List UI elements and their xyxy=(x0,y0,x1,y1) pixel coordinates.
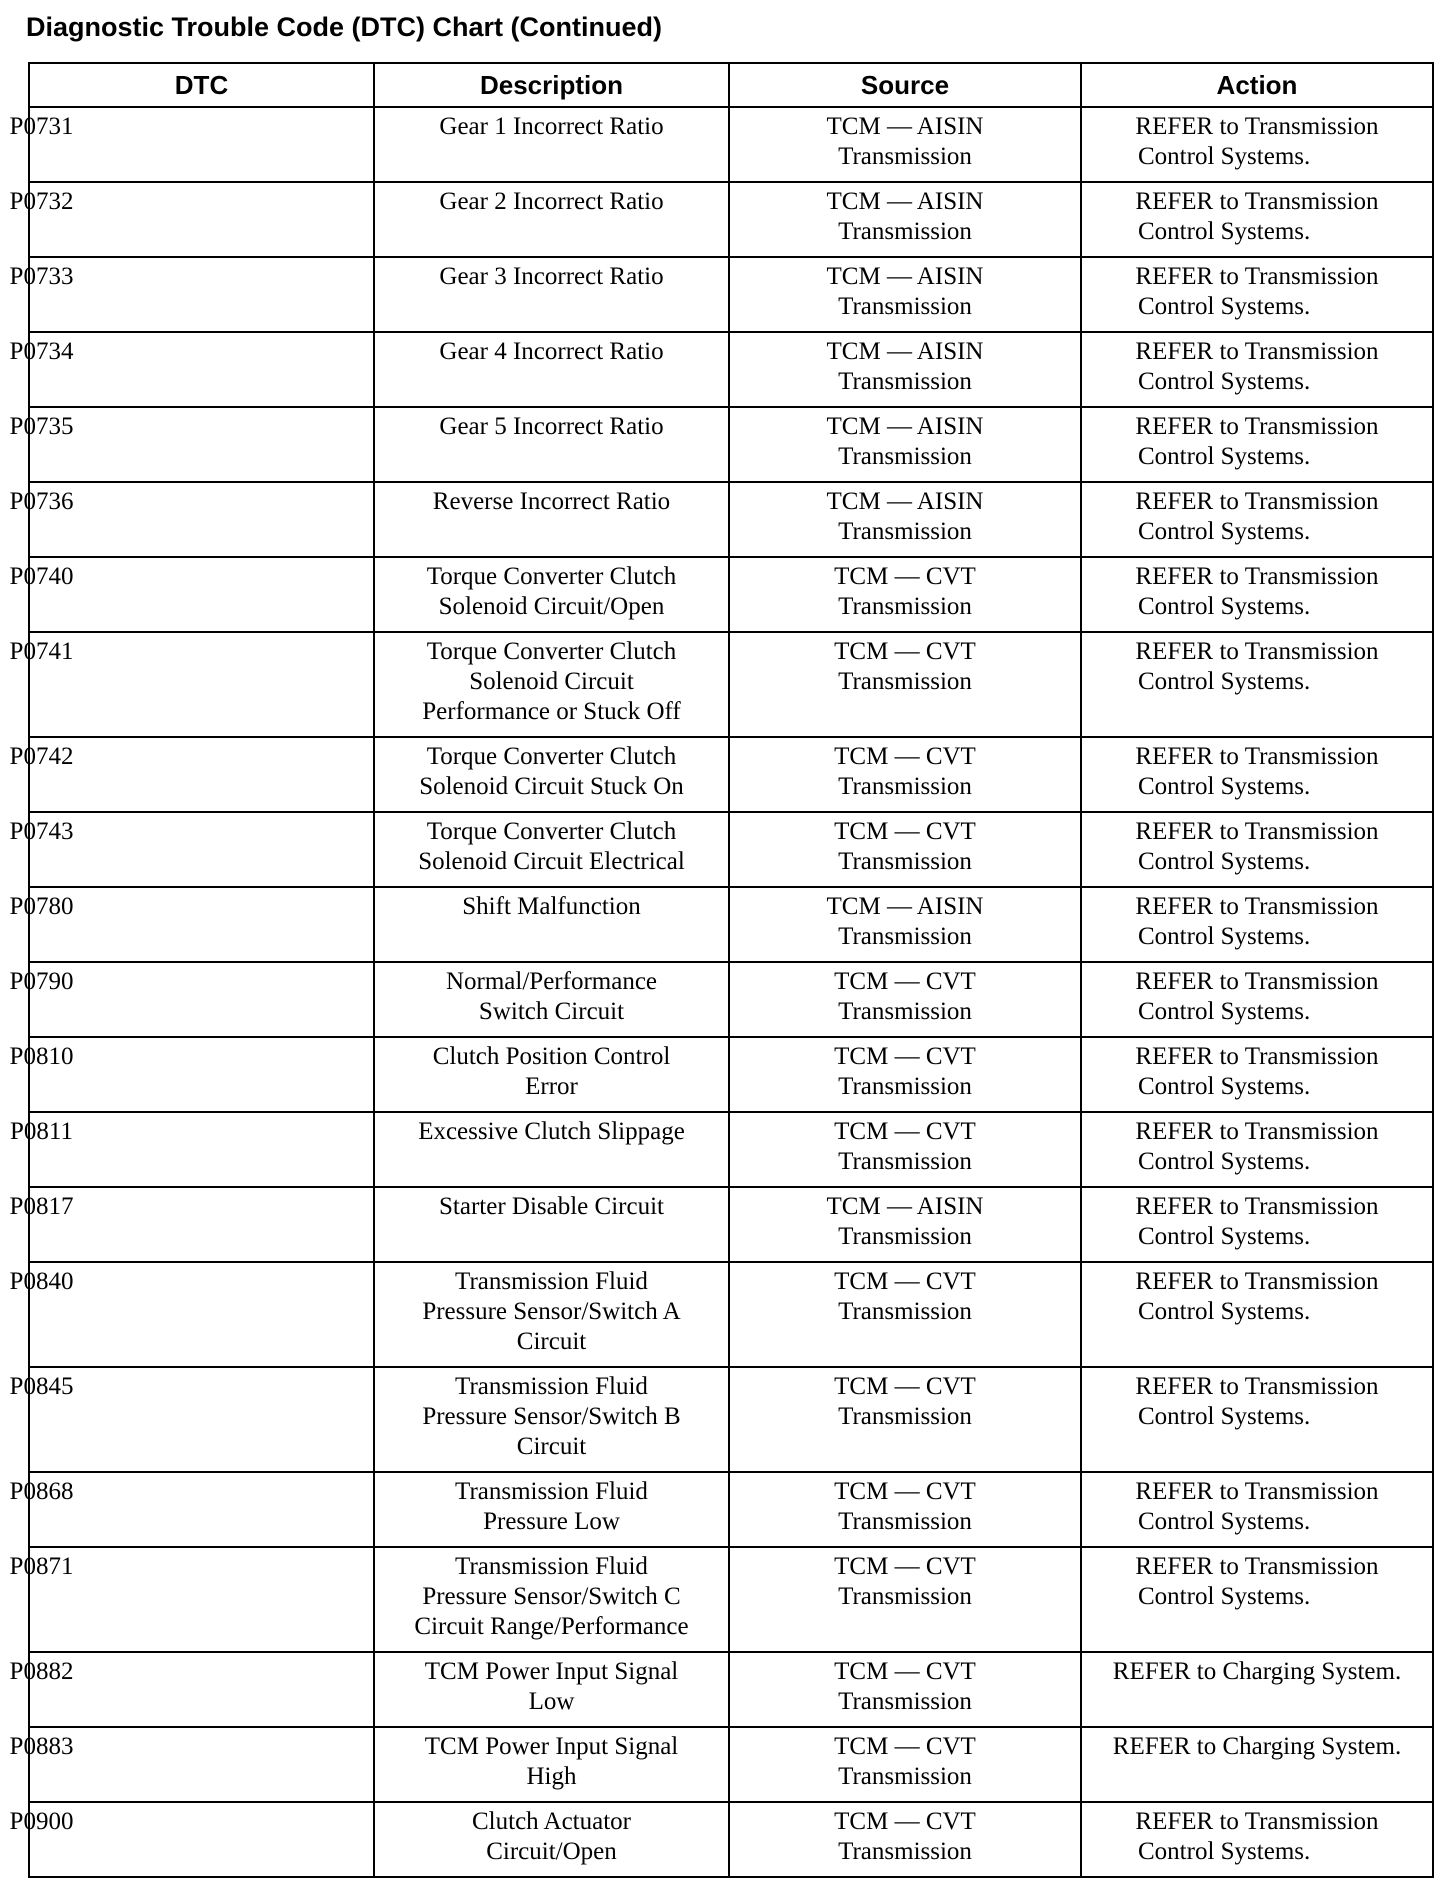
source-cell xyxy=(729,812,1081,887)
dtc-code: P0734 xyxy=(9,338,74,365)
dtc-table xyxy=(9,62,1434,1878)
source-cell-line: Transmission xyxy=(838,1688,972,1715)
description-cell xyxy=(374,1547,729,1652)
description-cell-line: Pressure Sensor/Switch C xyxy=(422,1583,681,1610)
action-cell-line: Control Systems. xyxy=(1138,1148,1311,1175)
action-cell xyxy=(1081,1367,1433,1472)
action-cell xyxy=(1081,1802,1433,1877)
action-cell-line: REFER to Transmission xyxy=(1135,1043,1379,1070)
source-cell xyxy=(729,182,1081,257)
action-cell xyxy=(1081,1187,1433,1262)
source-cell-line: TCM — CVT xyxy=(834,563,976,590)
action-cell-line: Control Systems. xyxy=(1138,1298,1311,1325)
table-row xyxy=(29,1112,1433,1187)
dtc-code: P0882 xyxy=(9,1658,74,1685)
source-cell-line: TCM — CVT xyxy=(834,1268,976,1295)
source-cell xyxy=(729,1112,1081,1187)
dtc-cell xyxy=(9,257,374,332)
description-cell-line: Gear 3 Incorrect Ratio xyxy=(439,263,664,290)
source-cell-line: TCM — CVT xyxy=(834,638,976,665)
description-cell-line: Switch Circuit xyxy=(478,998,625,1025)
action-cell-line: Control Systems. xyxy=(1138,1508,1311,1535)
dtc-code: P0817 xyxy=(9,1193,74,1220)
description-cell-line: Solenoid Circuit/Open xyxy=(438,593,665,620)
table-row xyxy=(29,1547,1433,1652)
description-cell xyxy=(374,962,729,1037)
header-source: Source xyxy=(729,63,1081,107)
action-cell xyxy=(1081,1547,1433,1652)
description-cell-line: Torque Converter Clutch xyxy=(426,818,677,845)
description-cell-line: Low xyxy=(528,1688,575,1715)
table-row xyxy=(29,632,1433,737)
dtc-code: P0868 xyxy=(9,1478,74,1505)
source-cell-line: Transmission xyxy=(838,848,972,875)
table-row xyxy=(29,182,1433,257)
source-cell xyxy=(729,257,1081,332)
action-cell xyxy=(1081,482,1433,557)
dtc-cell xyxy=(9,1802,374,1877)
source-cell-line: TCM — CVT xyxy=(834,1658,976,1685)
action-cell xyxy=(1081,812,1433,887)
table-row xyxy=(29,332,1433,407)
source-cell xyxy=(729,482,1081,557)
source-cell-line: TCM — CVT xyxy=(834,1733,976,1760)
action-cell xyxy=(1081,1652,1433,1727)
description-cell xyxy=(374,1187,729,1262)
source-cell xyxy=(729,1037,1081,1112)
table-row xyxy=(29,1037,1433,1112)
description-cell-line: Pressure Low xyxy=(483,1508,620,1535)
action-cell-line: REFER to Transmission xyxy=(1135,1808,1379,1835)
action-cell-line: REFER to Transmission xyxy=(1135,338,1379,365)
dtc-code: P0811 xyxy=(10,1118,73,1145)
description-cell-line: Clutch Actuator xyxy=(472,1808,631,1835)
source-cell xyxy=(729,1727,1081,1802)
action-cell-line: REFER to Transmission xyxy=(1135,1118,1379,1145)
dtc-code: P0741 xyxy=(9,638,74,665)
source-cell xyxy=(729,1652,1081,1727)
dtc-cell xyxy=(9,332,374,407)
action-cell xyxy=(1081,182,1433,257)
table-row xyxy=(29,1262,1433,1367)
description-cell xyxy=(374,407,729,482)
dtc-code: P0735 xyxy=(9,413,74,440)
header-description: Description xyxy=(374,63,729,107)
source-cell-line: Transmission xyxy=(838,1838,972,1865)
dtc-cell xyxy=(9,1652,374,1727)
table-row xyxy=(29,962,1433,1037)
source-cell-line: TCM — AISIN xyxy=(826,488,984,515)
source-cell-line: TCM — AISIN xyxy=(826,413,984,440)
description-cell-line: Solenoid Circuit Electrical xyxy=(418,848,685,875)
dtc-table-body xyxy=(9,107,1433,1877)
table-row xyxy=(29,557,1433,632)
description-cell xyxy=(374,257,729,332)
description-cell xyxy=(374,632,729,737)
source-cell-line: Transmission xyxy=(838,1073,972,1100)
header-row xyxy=(29,63,1433,107)
source-cell xyxy=(729,1187,1081,1262)
source-cell-line: TCM — AISIN xyxy=(826,1193,984,1220)
dtc-code: P0780 xyxy=(9,893,74,920)
dtc-cell xyxy=(9,812,374,887)
action-cell-line: Control Systems. xyxy=(1138,773,1311,800)
action-cell xyxy=(1081,1472,1433,1547)
source-cell-line: Transmission xyxy=(838,518,972,545)
description-cell-line: TCM Power Input Signal xyxy=(424,1658,679,1685)
description-cell-line: Starter Disable Circuit xyxy=(439,1193,664,1220)
description-cell-line: Normal/Performance xyxy=(445,968,658,995)
description-cell-line: High xyxy=(526,1763,577,1790)
table-row xyxy=(29,1367,1433,1472)
table-row xyxy=(29,1652,1433,1727)
action-cell-line: REFER to Transmission xyxy=(1135,1268,1379,1295)
action-cell-line: Control Systems. xyxy=(1138,1583,1311,1610)
source-cell xyxy=(729,1547,1081,1652)
action-cell-line: Control Systems. xyxy=(1138,518,1311,545)
description-cell-line: Gear 5 Incorrect Ratio xyxy=(439,413,664,440)
action-cell-line: Control Systems. xyxy=(1138,443,1311,470)
description-cell-line: Pressure Sensor/Switch B xyxy=(422,1403,681,1430)
action-cell xyxy=(1081,557,1433,632)
dtc-cell xyxy=(9,1187,374,1262)
description-cell-line: Gear 1 Incorrect Ratio xyxy=(439,113,664,140)
source-cell-line: Transmission xyxy=(838,773,972,800)
description-cell-line: Transmission Fluid xyxy=(455,1268,648,1295)
description-cell-line: Circuit/Open xyxy=(486,1838,617,1865)
source-cell xyxy=(729,332,1081,407)
source-cell xyxy=(729,632,1081,737)
source-cell-line: TCM — AISIN xyxy=(826,263,984,290)
dtc-cell xyxy=(9,962,374,1037)
action-cell-line: REFER to Charging System. xyxy=(1112,1658,1402,1685)
source-cell-line: TCM — CVT xyxy=(834,1553,976,1580)
description-cell xyxy=(374,482,729,557)
source-cell xyxy=(729,962,1081,1037)
source-cell xyxy=(729,1367,1081,1472)
description-cell-line: Performance or Stuck Off xyxy=(422,698,681,725)
action-cell xyxy=(1081,1112,1433,1187)
source-cell xyxy=(729,1802,1081,1877)
header-dtc: DTC xyxy=(29,63,374,107)
source-cell-line: TCM — CVT xyxy=(834,1043,976,1070)
table-row xyxy=(29,1727,1433,1802)
source-cell xyxy=(729,1472,1081,1547)
action-cell xyxy=(1081,107,1433,182)
action-cell xyxy=(1081,1262,1433,1367)
source-cell xyxy=(729,737,1081,812)
action-cell-line: REFER to Transmission xyxy=(1135,188,1379,215)
description-cell xyxy=(374,1367,729,1472)
dtc-code: P0810 xyxy=(9,1043,74,1070)
dtc-code: P0790 xyxy=(9,968,74,995)
dtc-cell xyxy=(9,557,374,632)
dtc-code: P0743 xyxy=(9,818,74,845)
action-cell-line: REFER to Transmission xyxy=(1135,1478,1379,1505)
table-row xyxy=(29,887,1433,962)
source-cell-line: TCM — CVT xyxy=(834,818,976,845)
source-cell-line: Transmission xyxy=(838,218,972,245)
action-cell xyxy=(1081,407,1433,482)
description-cell xyxy=(374,182,729,257)
source-cell xyxy=(729,887,1081,962)
description-cell xyxy=(374,1472,729,1547)
table-row xyxy=(29,482,1433,557)
source-cell-line: Transmission xyxy=(838,1148,972,1175)
source-cell-line: Transmission xyxy=(838,1403,972,1430)
action-cell-line: REFER to Transmission xyxy=(1135,968,1379,995)
action-cell xyxy=(1081,332,1433,407)
dtc-code: P0742 xyxy=(9,743,74,770)
dtc-cell xyxy=(9,107,374,182)
description-cell-line: TCM Power Input Signal xyxy=(424,1733,679,1760)
description-cell-line: Circuit xyxy=(516,1328,587,1355)
source-cell xyxy=(729,107,1081,182)
description-cell-line: Reverse Incorrect Ratio xyxy=(432,488,671,515)
description-cell xyxy=(374,737,729,812)
source-cell xyxy=(729,1262,1081,1367)
action-cell-line: REFER to Transmission xyxy=(1135,563,1379,590)
action-cell-line: REFER to Transmission xyxy=(1135,488,1379,515)
dtc-code: P0736 xyxy=(9,488,74,515)
dtc-code: P0840 xyxy=(9,1268,74,1295)
description-cell xyxy=(374,1727,729,1802)
description-cell-line: Error xyxy=(525,1073,578,1100)
table-row xyxy=(29,107,1433,182)
source-cell-line: Transmission xyxy=(838,293,972,320)
table-row xyxy=(29,812,1433,887)
dtc-code: P0900 xyxy=(9,1808,74,1835)
source-cell-line: Transmission xyxy=(838,443,972,470)
action-cell xyxy=(1081,632,1433,737)
action-cell xyxy=(1081,887,1433,962)
description-cell-line: Circuit Range/Performance xyxy=(414,1613,689,1640)
description-cell-line: Torque Converter Clutch xyxy=(426,638,677,665)
source-cell-line: TCM — AISIN xyxy=(826,113,984,140)
source-cell-line: Transmission xyxy=(838,1223,972,1250)
description-cell xyxy=(374,812,729,887)
source-cell-line: TCM — AISIN xyxy=(826,188,984,215)
dtc-code: P0731 xyxy=(9,113,74,140)
action-cell-line: Control Systems. xyxy=(1138,593,1311,620)
source-cell-line: Transmission xyxy=(838,1298,972,1325)
action-cell-line: Control Systems. xyxy=(1138,923,1311,950)
source-cell-line: TCM — CVT xyxy=(834,743,976,770)
dtc-code: P0733 xyxy=(9,263,74,290)
source-cell-line: Transmission xyxy=(838,998,972,1025)
description-cell-line: Torque Converter Clutch xyxy=(426,743,677,770)
description-cell-line: Transmission Fluid xyxy=(455,1478,648,1505)
description-cell-line: Gear 2 Incorrect Ratio xyxy=(439,188,664,215)
dtc-code: P0845 xyxy=(9,1373,74,1400)
source-cell-line: Transmission xyxy=(838,1583,972,1610)
action-cell-line: REFER to Transmission xyxy=(1135,743,1379,770)
action-cell-line: REFER to Transmission xyxy=(1135,893,1379,920)
action-cell-line: Control Systems. xyxy=(1138,218,1311,245)
table-row xyxy=(29,1472,1433,1547)
dtc-cell xyxy=(9,632,374,737)
action-cell-line: Control Systems. xyxy=(1138,143,1311,170)
table-row xyxy=(29,1802,1433,1877)
description-cell xyxy=(374,557,729,632)
action-cell-line: REFER to Transmission xyxy=(1135,818,1379,845)
page-title: Diagnostic Trouble Code (DTC) Chart (Continued) xyxy=(26,12,662,42)
action-cell-line: REFER to Charging System. xyxy=(1112,1733,1402,1760)
dtc-code: P0732 xyxy=(9,188,74,215)
source-cell-line: TCM — CVT xyxy=(834,1118,976,1145)
dtc-cell xyxy=(9,1547,374,1652)
dtc-cell xyxy=(9,1037,374,1112)
action-cell xyxy=(1081,737,1433,812)
dtc-cell xyxy=(9,1472,374,1547)
action-cell-line: REFER to Transmission xyxy=(1135,1373,1379,1400)
dtc-cell xyxy=(9,1727,374,1802)
action-cell xyxy=(1081,962,1433,1037)
dtc-code: P0740 xyxy=(9,563,74,590)
action-cell xyxy=(1081,1037,1433,1112)
source-cell-line: Transmission xyxy=(838,1508,972,1535)
action-cell-line: Control Systems. xyxy=(1138,998,1311,1025)
dtc-cell xyxy=(9,482,374,557)
source-cell-line: Transmission xyxy=(838,923,972,950)
dtc-code: P0871 xyxy=(9,1553,74,1580)
action-cell xyxy=(1081,257,1433,332)
description-cell-line: Solenoid Circuit Stuck On xyxy=(419,773,684,800)
description-cell-line: Circuit xyxy=(516,1433,587,1460)
dtc-cell xyxy=(9,1262,374,1367)
dtc-cell xyxy=(9,182,374,257)
source-cell-line: TCM — CVT xyxy=(834,1373,976,1400)
action-cell-line: Control Systems. xyxy=(1138,668,1311,695)
dtc-cell xyxy=(10,1112,374,1187)
description-cell xyxy=(374,887,729,962)
action-cell xyxy=(1081,1727,1433,1802)
dtc-cell xyxy=(9,887,374,962)
description-cell-line: Shift Malfunction xyxy=(462,893,641,920)
action-cell-line: Control Systems. xyxy=(1138,1838,1311,1865)
description-cell xyxy=(374,1262,729,1367)
description-cell-line: Pressure Sensor/Switch A xyxy=(422,1298,681,1325)
action-cell-line: Control Systems. xyxy=(1138,1403,1311,1430)
description-cell xyxy=(374,332,729,407)
description-cell-line: Excessive Clutch Slippage xyxy=(418,1118,685,1145)
description-cell-line: Clutch Position Control xyxy=(432,1043,671,1070)
description-cell-line: Transmission Fluid xyxy=(455,1553,648,1580)
source-cell-line: Transmission xyxy=(838,593,972,620)
table-row xyxy=(29,407,1433,482)
source-cell-line: TCM — CVT xyxy=(834,968,976,995)
description-cell xyxy=(374,1652,729,1727)
source-cell-line: Transmission xyxy=(838,668,972,695)
action-cell-line: Control Systems. xyxy=(1138,848,1311,875)
source-cell-line: TCM — AISIN xyxy=(826,338,984,365)
source-cell xyxy=(729,407,1081,482)
table-row xyxy=(29,737,1433,812)
action-cell-line: Control Systems. xyxy=(1138,1223,1311,1250)
source-cell-line: Transmission xyxy=(838,143,972,170)
action-cell-line: REFER to Transmission xyxy=(1135,413,1379,440)
dtc-cell xyxy=(9,737,374,812)
source-cell-line: TCM — CVT xyxy=(834,1808,976,1835)
header-action: Action xyxy=(1081,63,1433,107)
action-cell-line: Control Systems. xyxy=(1138,368,1311,395)
table-row xyxy=(29,1187,1433,1262)
action-cell-line: REFER to Transmission xyxy=(1135,638,1379,665)
action-cell-line: REFER to Transmission xyxy=(1135,263,1379,290)
description-cell xyxy=(374,1037,729,1112)
source-cell-line: TCM — CVT xyxy=(834,1478,976,1505)
action-cell-line: REFER to Transmission xyxy=(1135,1553,1379,1580)
source-cell-line: Transmission xyxy=(838,1763,972,1790)
action-cell-line: Control Systems. xyxy=(1138,1073,1311,1100)
dtc-cell xyxy=(9,1367,374,1472)
dtc-code: P0883 xyxy=(9,1733,74,1760)
action-cell-line: REFER to Transmission xyxy=(1135,113,1379,140)
dtc-cell xyxy=(9,407,374,482)
description-cell-line: Gear 4 Incorrect Ratio xyxy=(439,338,664,365)
description-cell-line: Transmission Fluid xyxy=(455,1373,648,1400)
source-cell xyxy=(729,557,1081,632)
description-cell xyxy=(374,107,729,182)
action-cell-line: REFER to Transmission xyxy=(1135,1193,1379,1220)
description-cell xyxy=(374,1802,729,1877)
table-row xyxy=(29,257,1433,332)
source-cell-line: Transmission xyxy=(838,368,972,395)
action-cell-line: Control Systems. xyxy=(1138,293,1311,320)
description-cell-line: Torque Converter Clutch xyxy=(426,563,677,590)
description-cell-line: Solenoid Circuit xyxy=(469,668,634,695)
description-cell xyxy=(374,1112,729,1187)
source-cell-line: TCM — AISIN xyxy=(826,893,984,920)
